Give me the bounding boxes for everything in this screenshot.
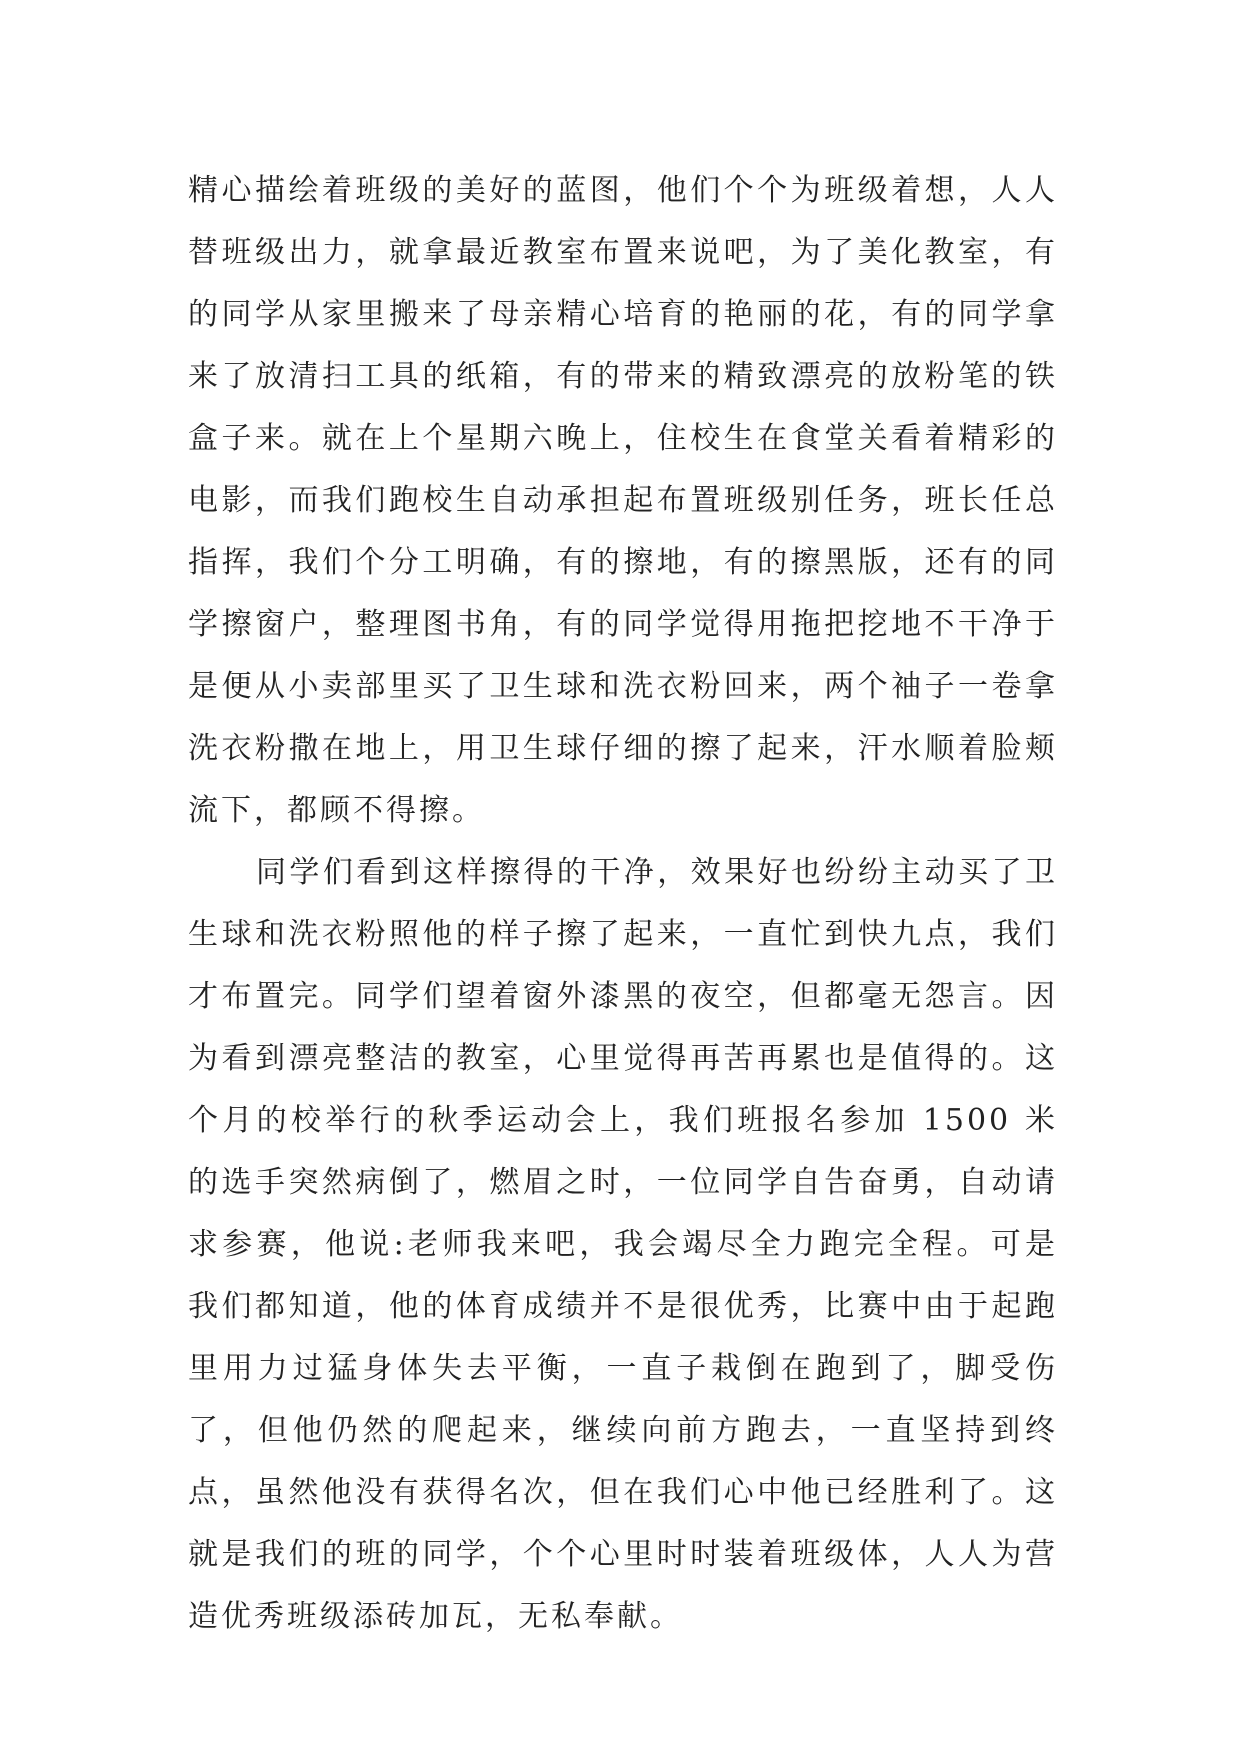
paragraph-1: 精心描绘着班级的美好的蓝图，他们个个为班级着想，人人替班级出力，就拿最近教室布置来说吧，为了美化教室，有的同学从家里搬来了母亲精心培育的艳丽的花，有的同学拿来了放清扫工具的纸箱，有的带来的精致漂亮的放粉笔的铁盒子来。就在上个星期六晚上，住校生在食堂关看着精彩的电影，而我们跑校生自动承担起布置班级别任务，班长任总指挥，我们个分工明确，有的擦地，有的擦黑版，还有的同学擦窗户，整理图书角，有的同学觉得用拖把挖地不干净于是便从小卖部里买了卫生球和洗衣粉回来，两个袖子一卷拿洗衣粉撒在地上，用卫生球仔细的擦了起来，汗水顺着脸颊流下，都顾不得擦。 — [188, 173, 1058, 828]
paragraph-2: 同学们看到这样擦得的干净，效果好也纷纷主动买了卫生球和洗衣粉照他的样子擦了起来，一直忙到快九点，我们才布置完。同学们望着窗外漆黑的夜空，但都毫无怨言。因为看到漂亮整洁的教室，心里觉得再苦再累也是值得的。这个月的校举行的秋季运动会上，我们班报名参加 1500 米的选手突然病倒了，燃眉之时，一位同学自告奋勇，自动请求参赛，他说:老师我来吧，我会竭尽全力跑完全程。可是我们都知道，他的体育成绩并不是很优秀，比赛中由于起跑里用力过猛身体失去平衡，一直子栽倒在跑到了，脚受伤了，但他仍然的爬起来，继续向前方跑去，一直坚持到终点，虽然他没有获得名次，但在我们心中他已经胜利了。这就是我们的班的同学，个个心里时时装着班级体，人人为营造优秀班级添砖加瓦，无私奉献。 — [188, 855, 1058, 1634]
document-body — [188, 160, 1058, 1648]
